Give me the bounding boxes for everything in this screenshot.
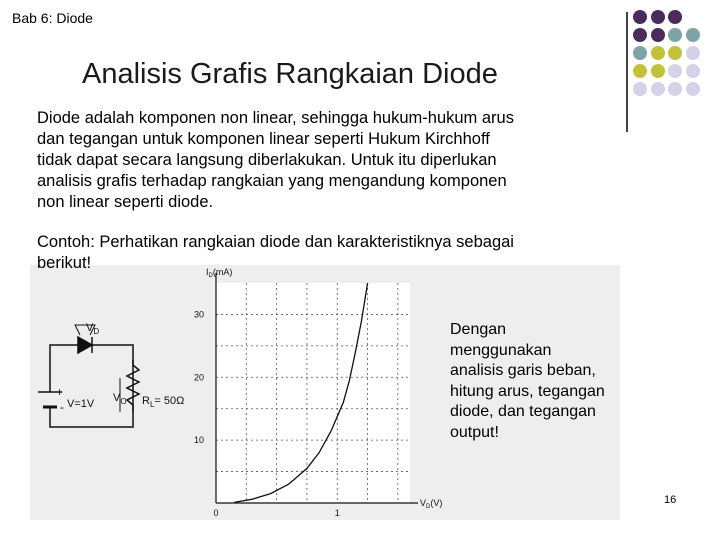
decor-dot	[651, 82, 665, 96]
decor-dot	[633, 46, 647, 60]
x-tick-label: 0	[213, 508, 219, 518]
y-tick-label: 20	[193, 372, 204, 383]
decor-dot	[633, 10, 647, 24]
intro-line: dan tegangan untuk komponen linear seperti Hukum Kirchhoff	[37, 130, 490, 148]
example-line: berikut!	[37, 254, 92, 272]
x-tick-label: 1	[334, 508, 340, 518]
battery-minus: -	[60, 400, 64, 414]
decor-dot	[633, 82, 647, 96]
exercise-line: hitung arus, tegangan	[450, 382, 605, 400]
intro-paragraph	[37, 108, 597, 213]
example-paragraph	[37, 232, 597, 274]
decor-dot	[668, 64, 682, 78]
page-number: 16	[664, 494, 677, 506]
decor-dot	[668, 46, 682, 60]
rl-label: $R_L= 50\Omega$	[142, 395, 185, 409]
title-divider	[626, 12, 628, 132]
exercise-line: Dengan	[450, 321, 507, 338]
decor-dot	[651, 10, 665, 24]
example-line: Contoh: Perhatikan rangkaian diode dan karakteristiknya sebagai	[37, 233, 514, 251]
y-tick-label: 30	[193, 309, 204, 320]
diode-symbol	[78, 337, 92, 353]
exercise-line: diode, dan tegangan	[450, 403, 596, 420]
decor-dot	[686, 64, 700, 78]
y-tick-label: 10	[193, 435, 204, 446]
exercise-text	[450, 320, 620, 443]
intro-line: non linear seperti diode.	[37, 193, 214, 211]
decor-dot	[651, 28, 665, 42]
chapter-label: Bab 6: Diode	[12, 10, 93, 26]
decor-dot	[633, 28, 647, 42]
diode-characteristic-chart	[194, 267, 442, 518]
intro-line: tidak dapat secara langsung diberlakukan. Untuk itu diperlukan	[37, 151, 497, 169]
intro-line: analisis grafis terhadap rangkaian yang mengandung komponen	[37, 172, 507, 190]
decor-dot	[668, 10, 682, 24]
decor-dot	[668, 28, 682, 42]
decor-dot	[651, 46, 665, 60]
vd-label: $V_D$	[86, 322, 100, 336]
decor-dot	[651, 64, 665, 78]
decor-dot	[668, 82, 682, 96]
decor-dot	[686, 28, 700, 42]
y-axis-label: $I_D(mA)$	[206, 267, 233, 279]
decor-dot	[686, 46, 700, 60]
diode-circuit	[38, 325, 139, 427]
exercise-line: menggunakan	[450, 341, 552, 359]
intro-line: Diode adalah komponen non linear, sehingga hukum-hukum arus	[37, 109, 514, 127]
plot-area	[216, 283, 410, 503]
vo-label: $V_O$	[113, 392, 127, 406]
battery-plus: +	[56, 385, 64, 399]
decor-dot	[633, 64, 647, 78]
slide-title: Analisis Grafis Rangkaian Diode	[82, 58, 498, 90]
x-axis-label: $V_D(V)$	[420, 498, 443, 510]
exercise-line: output!	[450, 423, 499, 441]
decor-dot	[686, 82, 700, 96]
source-label: V=1V	[67, 398, 95, 410]
exercise-line: analisis garis beban,	[450, 362, 596, 379]
